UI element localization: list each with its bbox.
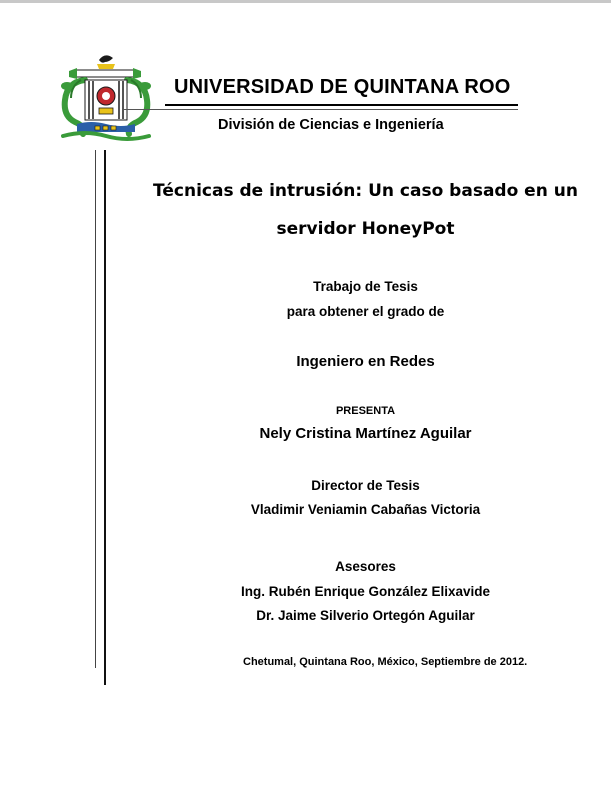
university-name: UNIVERSIDAD DE QUINTANA ROO [174, 76, 511, 98]
degree-purpose: para obtener el grado de [286, 304, 445, 319]
university-crest-logo [55, 50, 157, 142]
advisor-1: Ing. Rubén Enrique González Elixavide [240, 584, 491, 599]
header-rule-thick [165, 104, 518, 106]
margin-line-thin [95, 150, 96, 668]
director-name: Vladimir Veniamin Cabañas Victoria [250, 502, 481, 517]
thesis-title-line-1: Técnicas de intrusión: Un caso basado en un [153, 181, 578, 201]
page-top-border [0, 0, 611, 3]
author-name: Nely Cristina Martínez Aguilar [259, 425, 472, 442]
degree-name: Ingeniero en Redes [296, 353, 435, 370]
advisors-label: Asesores [335, 559, 396, 574]
header-rule-thin [124, 109, 518, 110]
work-type: Trabajo de Tesis [313, 279, 418, 294]
margin-line-thick [104, 150, 106, 685]
place-and-date: Chetumal, Quintana Roo, México, Septiembre de 2012. [243, 656, 528, 668]
division-name: División de Ciencias e Ingeniería [218, 117, 444, 133]
director-label: Director de Tesis [311, 478, 420, 493]
advisor-2: Dr. Jaime Silverio Ortegón Aguilar [256, 608, 475, 623]
thesis-title-line-2: servidor HoneyPot [276, 219, 455, 239]
presents-label: PRESENTA [335, 405, 396, 417]
